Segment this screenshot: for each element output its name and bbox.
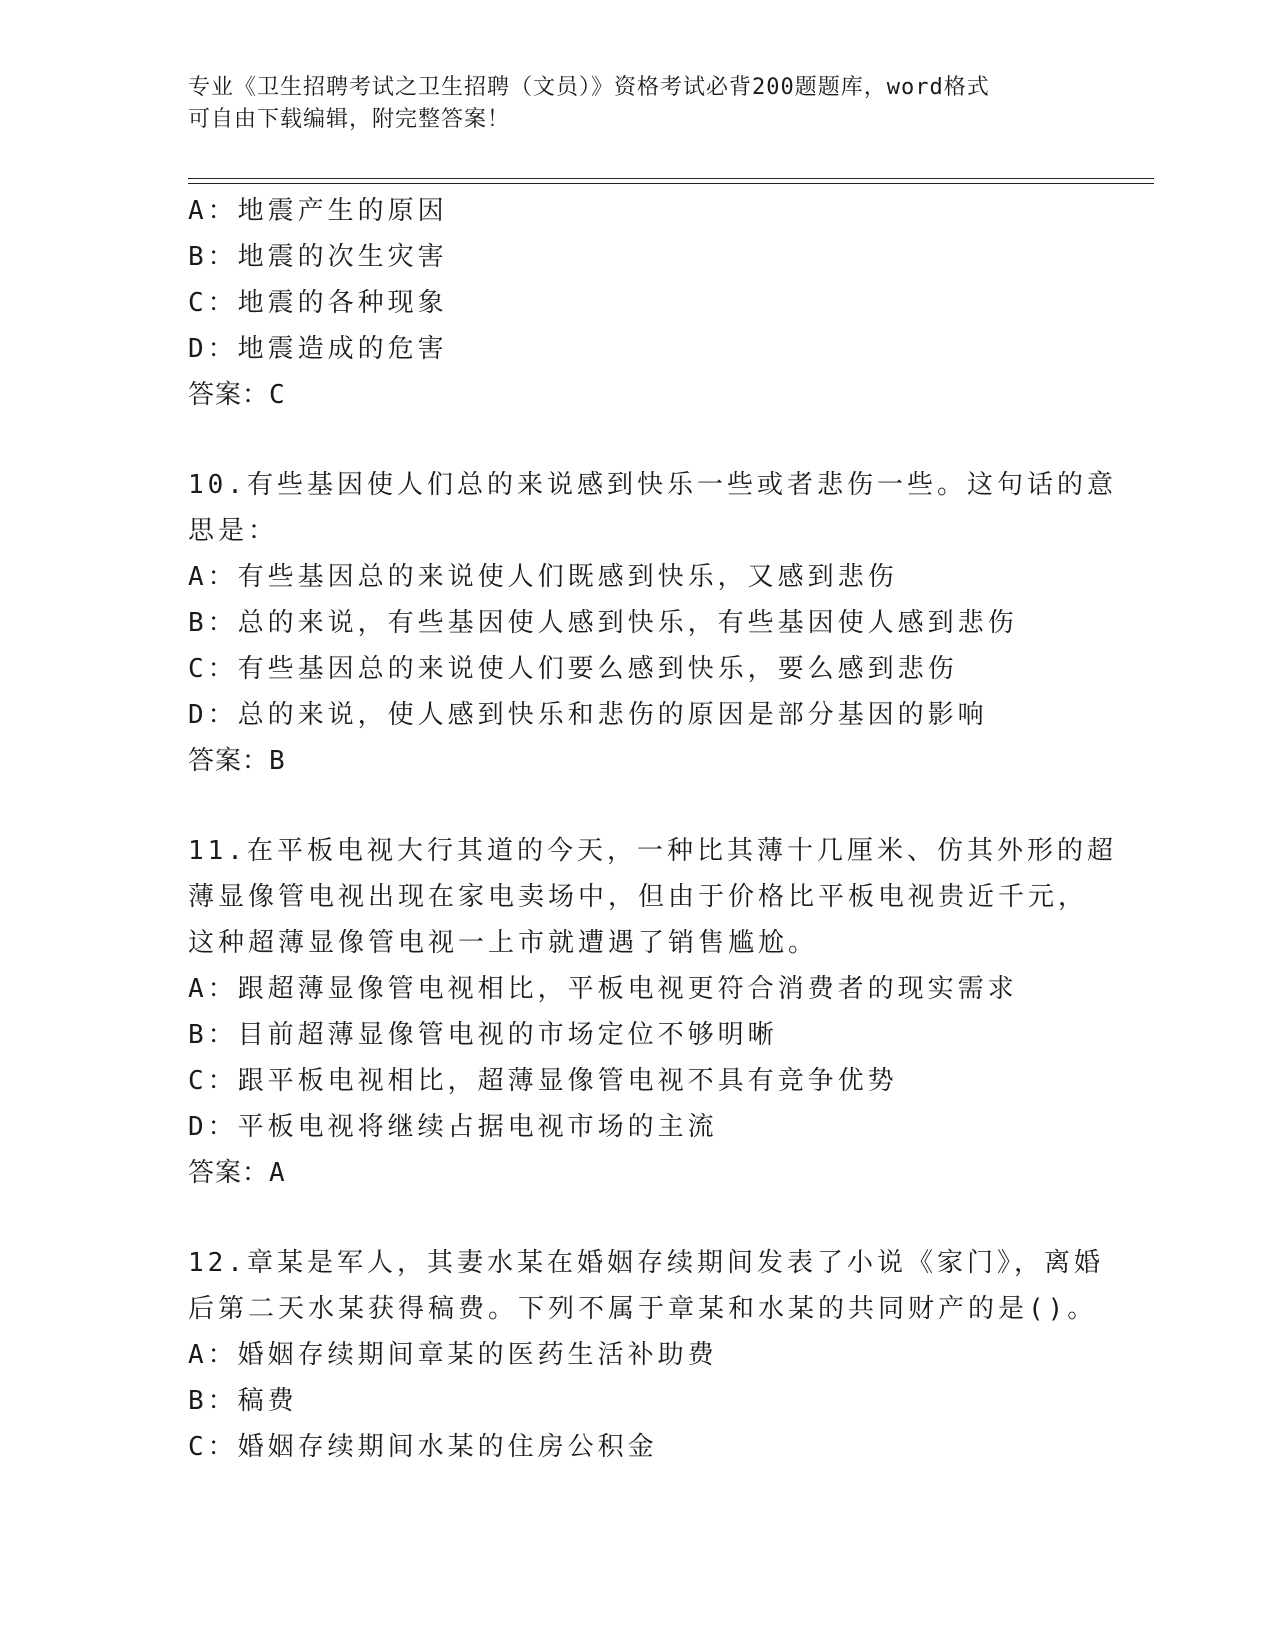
question-list bbox=[188, 188, 1117, 1470]
header-title-line-2: 可自由下载编辑，附完整答案！ bbox=[188, 107, 511, 132]
option-d: D：平板电视将继续占据电视市场的主流 bbox=[188, 1112, 718, 1142]
question-stem-line: 10.有些基因使人们总的来说感到快乐一些或者悲伤一些。这句话的意 bbox=[188, 470, 1117, 500]
option-a: A：地震产生的原因 bbox=[188, 196, 448, 226]
header-divider-bottom bbox=[188, 183, 1154, 184]
option-c: C：地震的各种现象 bbox=[188, 288, 448, 318]
spacer bbox=[188, 784, 1088, 828]
option-b: B：稿费 bbox=[188, 1386, 298, 1416]
option-c: C：婚姻存续期间水某的住房公积金 bbox=[188, 1432, 658, 1462]
question-9 bbox=[188, 188, 1088, 418]
option-a: A：有些基因总的来说使人们既感到快乐，又感到悲伤 bbox=[188, 562, 898, 592]
question-stem-line: 后第二天水某获得稿费。下列不属于章某和水某的共同财产的是()。 bbox=[188, 1294, 1098, 1324]
question-12 bbox=[188, 1240, 1104, 1470]
answer: 答案：B bbox=[188, 746, 286, 776]
answer: 答案：A bbox=[188, 1158, 286, 1188]
question-stem-line: 思是： bbox=[188, 516, 279, 546]
option-c: C：跟平板电视相比，超薄显像管电视不具有竞争优势 bbox=[188, 1066, 898, 1096]
option-d: D：地震造成的危害 bbox=[188, 334, 448, 364]
option-a: A：婚姻存续期间章某的医药生活补助费 bbox=[188, 1340, 718, 1370]
option-c: C：有些基因总的来说使人们要么感到快乐，要么感到悲伤 bbox=[188, 654, 958, 684]
option-b: B：目前超薄显像管电视的市场定位不够明晰 bbox=[188, 1020, 778, 1050]
question-10 bbox=[188, 462, 1117, 784]
spacer bbox=[188, 1196, 1088, 1240]
question-stem-line: 11.在平板电视大行其道的今天，一种比其薄十几厘米、仿其外形的超 bbox=[188, 836, 1117, 866]
option-d: D：总的来说，使人感到快乐和悲伤的原因是部分基因的影响 bbox=[188, 700, 988, 730]
header-divider-top bbox=[188, 178, 1154, 179]
answer: 答案：C bbox=[188, 380, 286, 410]
option-a: A：跟超薄显像管电视相比，平板电视更符合消费者的现实需求 bbox=[188, 974, 1018, 1004]
question-11 bbox=[188, 828, 1117, 1196]
option-b: B：地震的次生灾害 bbox=[188, 242, 448, 272]
document-header bbox=[188, 72, 1088, 136]
header-title-line-1: 专业《卫生招聘考试之卫生招聘（文员）》资格考试必背200题题库，word格式 bbox=[188, 75, 990, 100]
question-stem-line: 这种超薄显像管电视一上市就遭遇了销售尴尬。 bbox=[188, 928, 819, 958]
spacer bbox=[188, 418, 1088, 462]
option-b: B：总的来说，有些基因使人感到快乐，有些基因使人感到悲伤 bbox=[188, 608, 1018, 638]
question-stem-line: 薄显像管电视出现在家电卖场中，但由于价格比平板电视贵近千元， bbox=[188, 882, 1089, 912]
question-stem-line: 12.章某是军人，其妻水某在婚姻存续期间发表了小说《家门》，离婚 bbox=[188, 1248, 1104, 1278]
